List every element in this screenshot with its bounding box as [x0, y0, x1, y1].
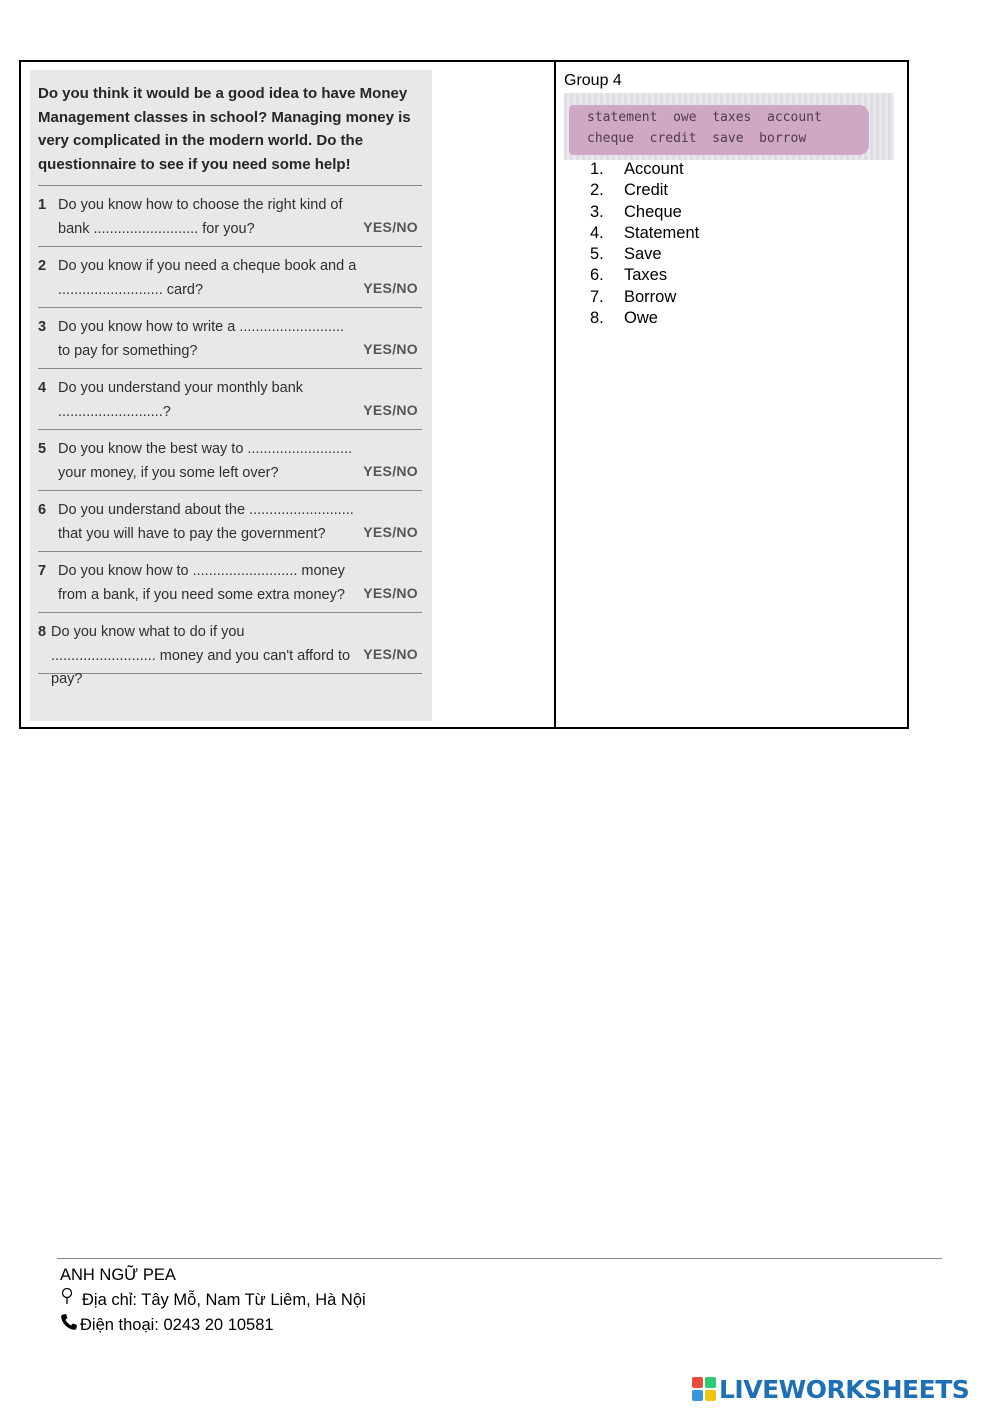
question-number: 7 — [38, 563, 47, 579]
question-number: 4 — [38, 380, 47, 396]
yes-no-label: YES/NO — [363, 218, 418, 235]
answer-item — [590, 223, 699, 244]
answer-word: Account — [624, 160, 684, 178]
question-text: Do you know how to write a .......................... to pay for something? — [58, 319, 345, 359]
answer-item — [590, 202, 699, 223]
location-pin-icon — [60, 1287, 82, 1312]
answer-word: Borrow — [624, 287, 677, 306]
liveworksheets-logo — [692, 1374, 969, 1404]
question-number: 2 — [38, 258, 47, 274]
question-item — [38, 552, 422, 613]
yes-no-label: YES/NO — [363, 279, 418, 296]
answer-cell — [556, 62, 907, 727]
question-list — [38, 186, 422, 687]
question-text: Do you know what to do if you .......................... money and you can't afford to pay? — [51, 624, 351, 687]
answer-item — [590, 244, 699, 265]
question-item — [38, 430, 422, 491]
question-item — [38, 369, 422, 430]
answer-number: 7. — [590, 287, 604, 306]
answer-number: 1. — [590, 160, 604, 178]
question-item — [38, 491, 422, 552]
answer-number: 8. — [590, 309, 604, 328]
question-text: Do you understand your monthly bank ..........................? — [58, 380, 304, 420]
yes-no-label: YES/NO — [363, 584, 418, 601]
answer-word: Credit — [624, 181, 669, 200]
question-text: Do you know how to choose the right kind of bank .......................... for you? — [58, 197, 343, 237]
answer-word: Taxes — [624, 266, 668, 285]
logo-mark-square — [692, 1377, 703, 1388]
answer-word: Statement — [624, 223, 700, 242]
answer-item — [590, 287, 699, 308]
question-item — [38, 247, 422, 308]
footer-address: Địa chỉ: Tây Mỗ, Nam Từ Liêm, Hà Nội — [82, 1290, 366, 1309]
logo-mark-square — [692, 1390, 703, 1401]
yes-no-label: YES/NO — [363, 523, 418, 540]
answer-number: 4. — [590, 223, 604, 242]
footer-divider — [57, 1258, 942, 1259]
question-number: 6 — [38, 502, 47, 518]
answer-number: 5. — [590, 245, 604, 264]
phone-icon — [60, 1313, 80, 1338]
question-number: 3 — [38, 319, 47, 335]
word-bank-row: cheque credit save borrow — [587, 131, 807, 146]
group-title: Group 4 — [564, 72, 622, 89]
question-number: 8 — [38, 624, 47, 640]
answer-item — [590, 180, 699, 201]
worksheet-table — [19, 60, 909, 729]
answer-word: Cheque — [624, 202, 682, 221]
footer-org: ANH NGỮ PEA — [60, 1266, 176, 1284]
answer-word: Save — [624, 245, 662, 264]
question-text: Do you know if you need a cheque book and a .......................... card? — [58, 258, 357, 298]
question-text: Do you know the best way to .......................... your money, if you some left over? — [58, 441, 353, 481]
word-bank-image — [564, 93, 894, 160]
answer-item — [590, 265, 699, 286]
question-item — [38, 613, 422, 687]
question-number: 5 — [38, 441, 47, 457]
answer-item — [590, 308, 699, 329]
answer-item — [590, 159, 699, 180]
footer-phone: Điện thoại: 0243 20 10581 — [80, 1316, 274, 1335]
answer-number: 2. — [590, 181, 604, 200]
question-number: 1 — [38, 197, 47, 213]
answer-word: Owe — [624, 309, 658, 328]
logo-mark-icon — [692, 1377, 716, 1401]
questionnaire-intro: Do you think it would be a good idea to have Money Management classes in school? Managing money is very complicated in the modern world. Do the questionnaire to see if you need some help! — [38, 85, 411, 173]
footer — [60, 1263, 366, 1338]
yes-no-label: YES/NO — [363, 462, 418, 479]
question-text: Do you understand about the .......................... that you will have to pay the government? — [58, 502, 354, 542]
answer-list — [590, 159, 699, 329]
logo-text: LIVEWORKSHEETS — [719, 1374, 970, 1404]
logo-mark-square — [705, 1390, 716, 1401]
answer-number: 3. — [590, 202, 604, 221]
questionnaire-scan — [30, 70, 432, 721]
yes-no-label: YES/NO — [363, 340, 418, 357]
footer-address-line — [60, 1287, 366, 1312]
question-item — [38, 186, 422, 247]
question-text: Do you know how to .......................... money from a bank, if you need some extra money? — [58, 563, 345, 603]
logo-mark-square — [705, 1377, 716, 1388]
yes-no-label: YES/NO — [363, 401, 418, 418]
yes-no-label: YES/NO — [363, 645, 418, 662]
questionnaire-cell — [21, 62, 556, 727]
word-bank-row: statement owe taxes account — [587, 110, 822, 125]
footer-phone-line — [60, 1313, 366, 1338]
answer-number: 6. — [590, 266, 604, 285]
question-item — [38, 308, 422, 369]
